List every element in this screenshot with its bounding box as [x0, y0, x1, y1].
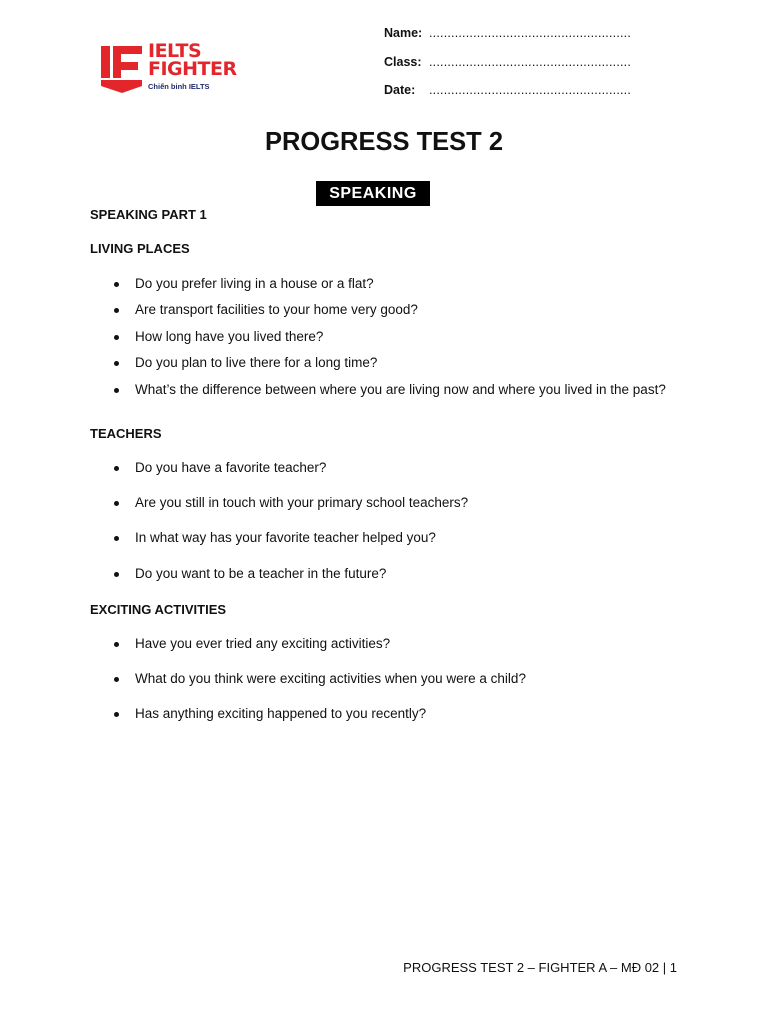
- bullet-icon: [114, 501, 119, 506]
- bullet-icon: [114, 642, 119, 647]
- bullet-icon: [114, 388, 119, 393]
- question-text: What’s the difference between where you are living now and where you lived in the past?: [135, 382, 666, 397]
- bullet-icon: [114, 361, 119, 366]
- question-text: Do you prefer living in a house or a flat?: [135, 276, 374, 291]
- question-text: Has anything exciting happened to you recently?: [135, 706, 427, 721]
- list-item: [135, 460, 326, 475]
- question-text: Do you have a favorite teacher?: [135, 460, 327, 475]
- date-label: Date:: [384, 83, 416, 97]
- list-item: [135, 530, 436, 545]
- list-item: [135, 495, 468, 510]
- part-heading: SPEAKING PART 1: [90, 207, 207, 222]
- section-badge: SPEAKING: [316, 181, 430, 206]
- list-item: [135, 329, 323, 344]
- list-item: [135, 382, 666, 397]
- bullet-icon: [114, 677, 119, 682]
- question-text: Have you ever tried any exciting activities?: [135, 636, 391, 651]
- name-field: .......................................................: [429, 26, 632, 40]
- list-item: [135, 636, 390, 651]
- name-row: [384, 26, 631, 55]
- bullet-icon: [114, 308, 119, 313]
- bullet-icon: [114, 335, 119, 340]
- page-footer: PROGRESS TEST 2 – FIGHTER A – MĐ 02 | 1: [403, 960, 677, 975]
- question-text: Do you plan to live there for a long time?: [135, 355, 378, 370]
- class-field: .......................................................: [429, 54, 632, 69]
- bullet-icon: [114, 572, 119, 577]
- list-item: [135, 671, 526, 686]
- list-item: [135, 355, 377, 370]
- section-heading-exciting-activities: EXCITING ACTIVITIES: [90, 602, 227, 617]
- question-text: What do you think were exciting activities when you were a child?: [135, 671, 526, 686]
- date-row: [384, 83, 631, 112]
- bullet-icon: [114, 466, 119, 471]
- name-label: Name:: [384, 26, 423, 40]
- section-heading-living-places: LIVING PLACES: [90, 241, 190, 256]
- page-title: PROGRESS TEST 2: [264, 128, 504, 156]
- bullet-icon: [114, 536, 119, 541]
- list-item: [135, 302, 418, 317]
- logo-line-2: FIGHTER: [148, 58, 237, 80]
- logo-tagline: Chiến binh IELTS: [148, 82, 210, 91]
- question-text: Are you still in touch with your primary school teachers?: [135, 495, 469, 510]
- question-text: How long have you lived there?: [135, 329, 324, 344]
- student-info: [384, 26, 631, 112]
- ielts-fighter-logo: [100, 42, 250, 96]
- list-item: [135, 566, 386, 581]
- question-text: Do you want to be a teacher in the future?: [135, 566, 387, 581]
- bullet-icon: [114, 282, 119, 287]
- list-item: [135, 706, 426, 721]
- class-row: [384, 55, 631, 84]
- section-heading-teachers: TEACHERS: [90, 426, 162, 441]
- ielts-fighter-logo-icon: [100, 42, 144, 94]
- bullet-icon: [114, 712, 119, 717]
- question-text: In what way has your favorite teacher helped you?: [135, 530, 436, 545]
- list-item: [135, 276, 374, 291]
- question-text: Are transport facilities to your home very good?: [135, 302, 418, 317]
- date-field: .......................................................: [429, 83, 632, 97]
- class-label: Class:: [384, 54, 422, 69]
- logo-line-1: IELTS: [148, 40, 202, 62]
